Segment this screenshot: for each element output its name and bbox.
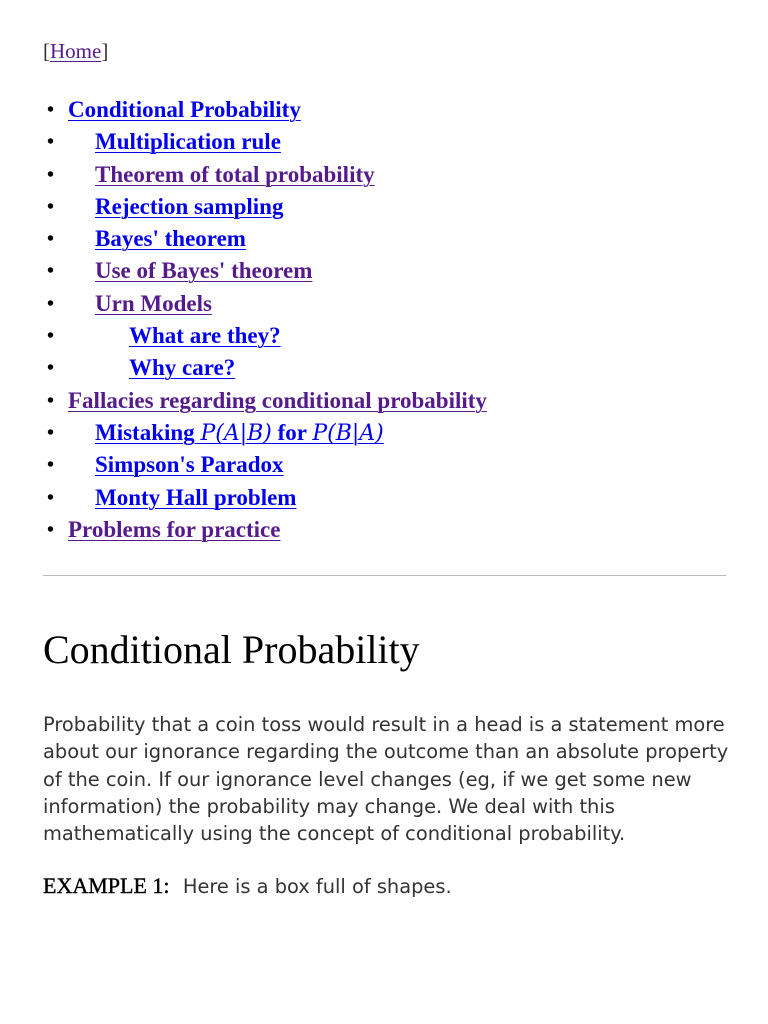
table-of-contents [0,94,768,546]
bullet-icon: • [47,228,55,251]
toc-item [0,514,768,546]
horizontal-divider [43,575,726,576]
bullet-icon: • [47,518,55,541]
toc-item [0,352,768,384]
bullet-icon: • [47,195,55,218]
intro-paragraph: Probability that a coin toss would result in a head is a statement more about our ignorance regarding the outcome than an absolute property of the coin. If our ignorance level changes (eg, if we get some new information) the probability may change. We deal with this mathematically using the concept of conditional probability. [43,713,729,846]
toc-link[interactable]: Fallacies regarding conditional probability [68,387,487,413]
toc-item [0,94,768,126]
home-nav [43,38,108,64]
math-expression: P(B|A) [312,420,384,446]
home-link[interactable]: Home [50,39,102,63]
toc-item [0,385,768,417]
toc-item [0,159,768,191]
toc-link[interactable]: Rejection sampling [95,193,284,219]
bullet-icon: • [47,131,55,154]
toc-item [0,449,768,481]
toc-link-prefix: Mistaking [95,419,201,445]
toc-link[interactable]: Theorem of total probability [95,161,375,187]
toc-item [0,126,768,158]
bullet-icon: • [47,421,55,444]
section-heading: Conditional Probability [43,627,420,672]
toc-link[interactable]: What are they? [129,323,281,349]
bullet-icon: • [47,292,55,315]
bullet-icon: • [47,163,55,186]
bullet-icon: • [47,454,55,477]
toc-link[interactable]: Urn Models [95,290,212,316]
toc-link-middle: for [271,419,313,445]
bullet-icon: • [47,325,55,348]
toc-link[interactable]: Simpson's Paradox [95,452,284,478]
toc-link[interactable]: Why care? [129,355,236,381]
toc-link[interactable]: Conditional Probability [68,97,301,122]
bullet-icon: • [47,99,55,121]
example-text: Here is a box full of shapes. [182,875,452,898]
bullet-icon: • [47,389,55,412]
example-label: EXAMPLE 1: [43,873,170,898]
toc-item [0,223,768,255]
math-expression: P(A|B) [200,420,272,446]
toc-item [0,255,768,287]
toc-item [0,320,768,352]
toc-item [0,417,768,449]
toc-item [0,288,768,320]
example-line [43,872,452,901]
bullet-icon: • [47,260,55,283]
toc-link[interactable]: Use of Bayes' theorem [95,258,313,284]
bullet-icon: • [47,357,55,380]
home-close-bracket: ] [101,39,109,63]
toc-item [0,191,768,223]
toc-link[interactable] [95,417,384,450]
toc-link[interactable]: Problems for practice [68,516,281,542]
bullet-icon: • [47,486,55,509]
toc-link[interactable]: Multiplication rule [95,129,281,155]
home-open-bracket: [ [43,39,50,63]
toc-link[interactable]: Monty Hall problem [95,484,297,510]
toc-link[interactable]: Bayes' theorem [95,226,246,252]
toc-item [0,482,768,514]
